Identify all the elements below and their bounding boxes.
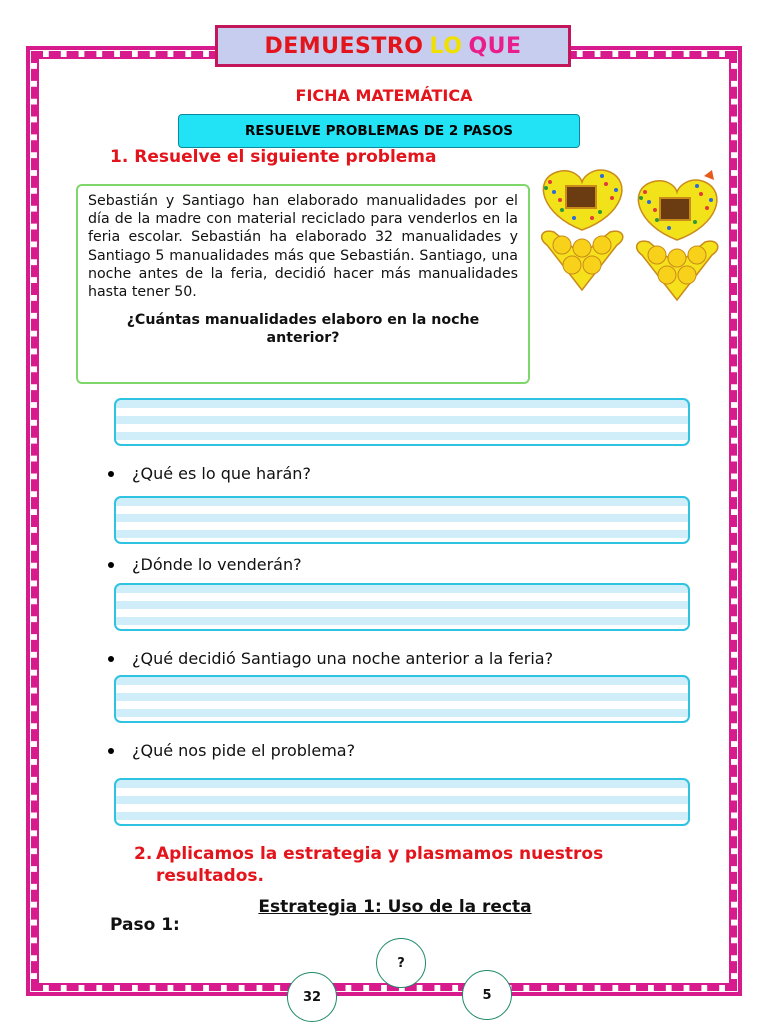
- banner-word-2: LO: [429, 33, 463, 59]
- problem-box: [76, 184, 530, 384]
- strategy-title: Estrategia 1: Uso de la recta: [258, 897, 532, 917]
- question-item-2: [108, 555, 302, 574]
- answer-lines-2[interactable]: [114, 496, 690, 544]
- question-item-3: [108, 649, 553, 668]
- question-item-4: [108, 741, 355, 760]
- subtitle-box: [178, 114, 580, 148]
- problem-question: ¿Cuántas manualidades elaboro en la noche anterior?: [126, 312, 480, 347]
- circle-right-label: 5: [482, 987, 492, 1003]
- circle-right: [462, 970, 512, 1020]
- subtitle-text: RESUELVE PROBLEMAS DE 2 PASOS: [244, 123, 514, 139]
- section1-number: 1.: [110, 147, 129, 167]
- answer-lines-5[interactable]: [114, 778, 690, 826]
- heart-crafts-image: [532, 160, 732, 310]
- banner-word-1: DEMUESTRO: [264, 33, 424, 59]
- bullet-dot: [108, 471, 114, 477]
- ficha-title: FICHA MATEMÁTICA: [295, 86, 473, 105]
- question-text-4: ¿Qué nos pide el problema?: [132, 741, 356, 760]
- step-label: Paso 1:: [110, 915, 180, 935]
- circle-left-label: 32: [302, 989, 322, 1005]
- answer-lines-1[interactable]: [114, 398, 690, 446]
- problem-text: Sebastián y Santiago han elaborado manualidades por el día de la madre con material reciclado para venderlos en la feria escolar. Sebastián ha elaborado 32 manualidades y Santiago 5 manualidades más que Sebastián. Santiago, una noche antes de la feria, decidió hacer más manualidades hasta tener 50.: [88, 193, 518, 301]
- bullet-dot: [108, 656, 114, 662]
- section2-heading: [134, 843, 654, 887]
- header-banner: [215, 25, 571, 67]
- question-text-3: ¿Qué decidió Santiago una noche anterior a la feria?: [132, 649, 554, 668]
- answer-lines-4[interactable]: [114, 675, 690, 723]
- heart-craft-left: [542, 170, 623, 290]
- heart-craft-right: [637, 170, 718, 300]
- bullet-dot: [108, 562, 114, 568]
- answer-lines-3[interactable]: [114, 583, 690, 631]
- section1-heading: [110, 147, 437, 167]
- circle-unknown-label: ?: [397, 955, 405, 971]
- section1-title: Resuelve el siguiente problema: [134, 147, 437, 167]
- question-item-1: [108, 464, 311, 483]
- question-text-1: ¿Qué es lo que harán?: [132, 464, 311, 483]
- circle-unknown: [376, 938, 426, 988]
- question-text-2: ¿Dónde lo venderán?: [132, 555, 302, 574]
- circle-left: [287, 972, 337, 1022]
- section2-number: 2.: [134, 844, 153, 864]
- section2-title: Aplicamos la estrategia y plasmamos nuestros resultados.: [156, 844, 604, 886]
- bullet-dot: [108, 748, 114, 754]
- banner-word-3: QUE: [468, 33, 522, 59]
